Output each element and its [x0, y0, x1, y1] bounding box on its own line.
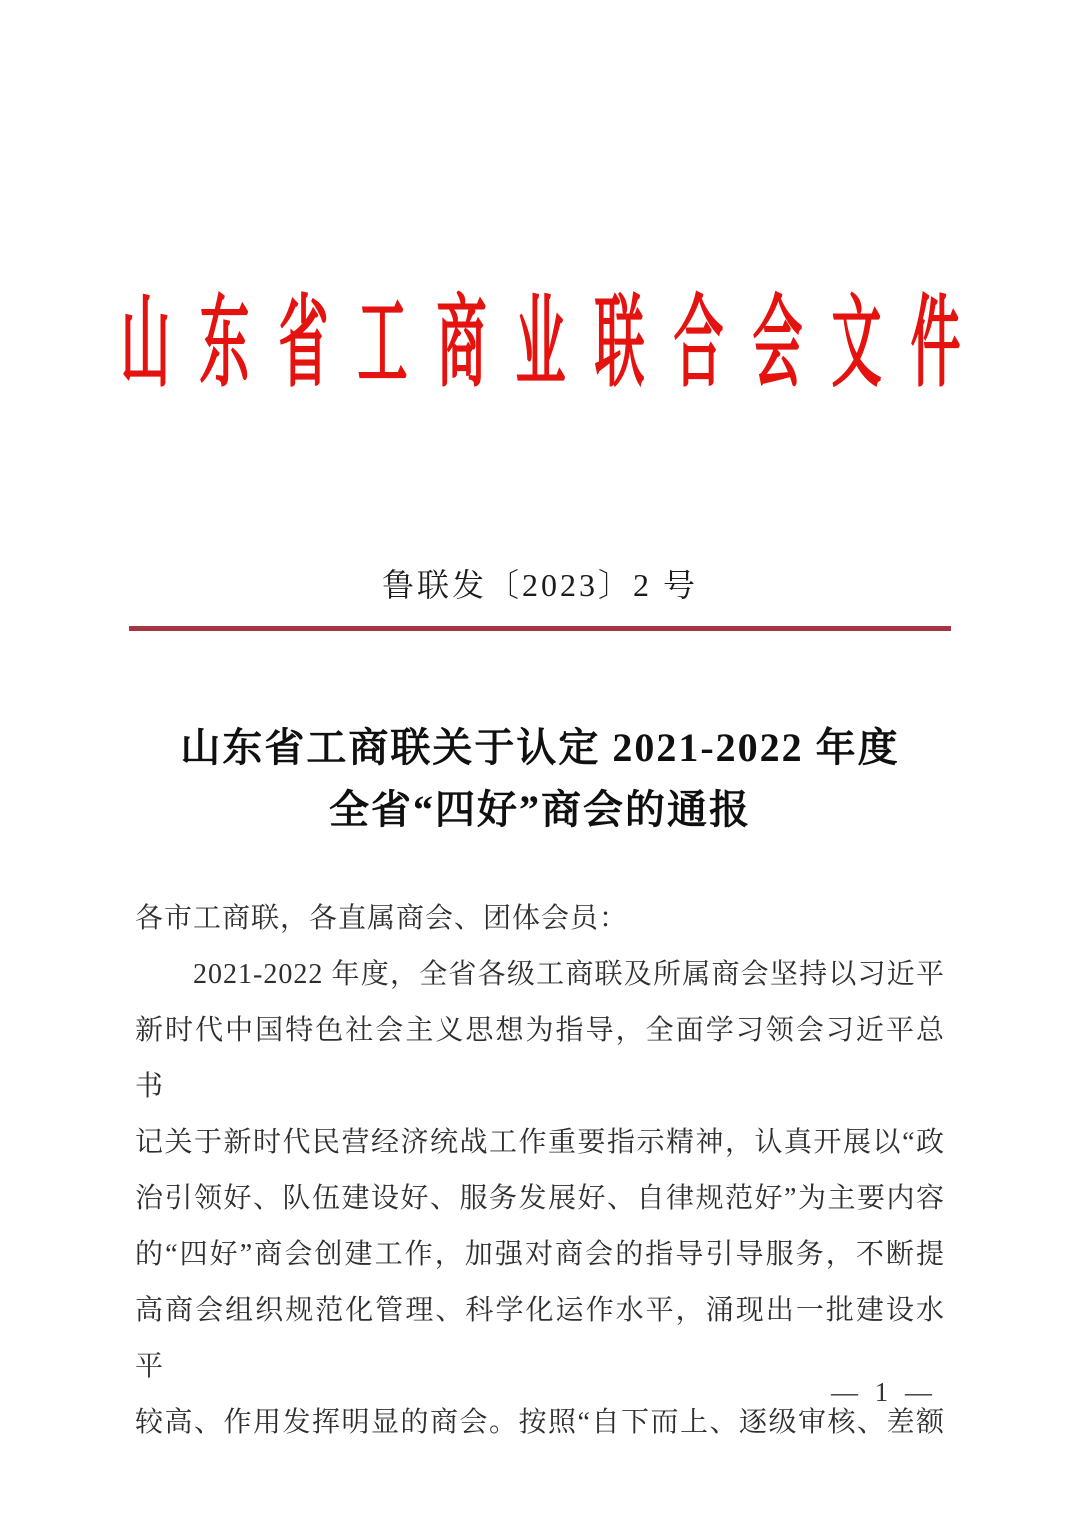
body-line: 较高、作用发挥明显的商会。按照“自下而上、逐级审核、差额 — [135, 1407, 945, 1438]
document-body — [135, 891, 945, 1451]
letterhead-title: 山东省工商业联合会文件 — [120, 288, 989, 399]
body-line: 的“四好”商会创建工作，加强对商会的指导引导服务，不断提 — [135, 1239, 945, 1270]
body-line: 新时代中国特色社会主义思想为指导，全面学习领会习近平总书 — [135, 1015, 945, 1102]
document-title-line1: 山东省工商联关于认定 2021-2022 年度 — [180, 725, 900, 770]
body-line: 高商会组织规范化管理、科学化运作水平，涌现出一批建设水平 — [135, 1295, 945, 1382]
salutation-line: 各市工商联，各直属商会、团体会员： — [135, 903, 629, 934]
document-title-line2: 全省“四好”商会的通报 — [329, 787, 751, 832]
document-reference-number: 鲁联发〔2023〕2 号 — [381, 567, 698, 603]
red-divider-rule — [129, 626, 951, 631]
letterhead — [0, 288, 1080, 400]
body-line: 记关于新时代民营经济统战工作重要指示精神，认真开展以“政 — [135, 1127, 945, 1158]
body-line: 2021-2022 年度，全省各级工商联及所属商会坚持以习近平 — [193, 959, 945, 990]
document-title — [0, 717, 1080, 841]
page-number: — 1 — — [831, 1377, 937, 1407]
body-line: 治引领好、队伍建设好、服务发展好、自律规范好”为主要内容 — [135, 1183, 945, 1214]
